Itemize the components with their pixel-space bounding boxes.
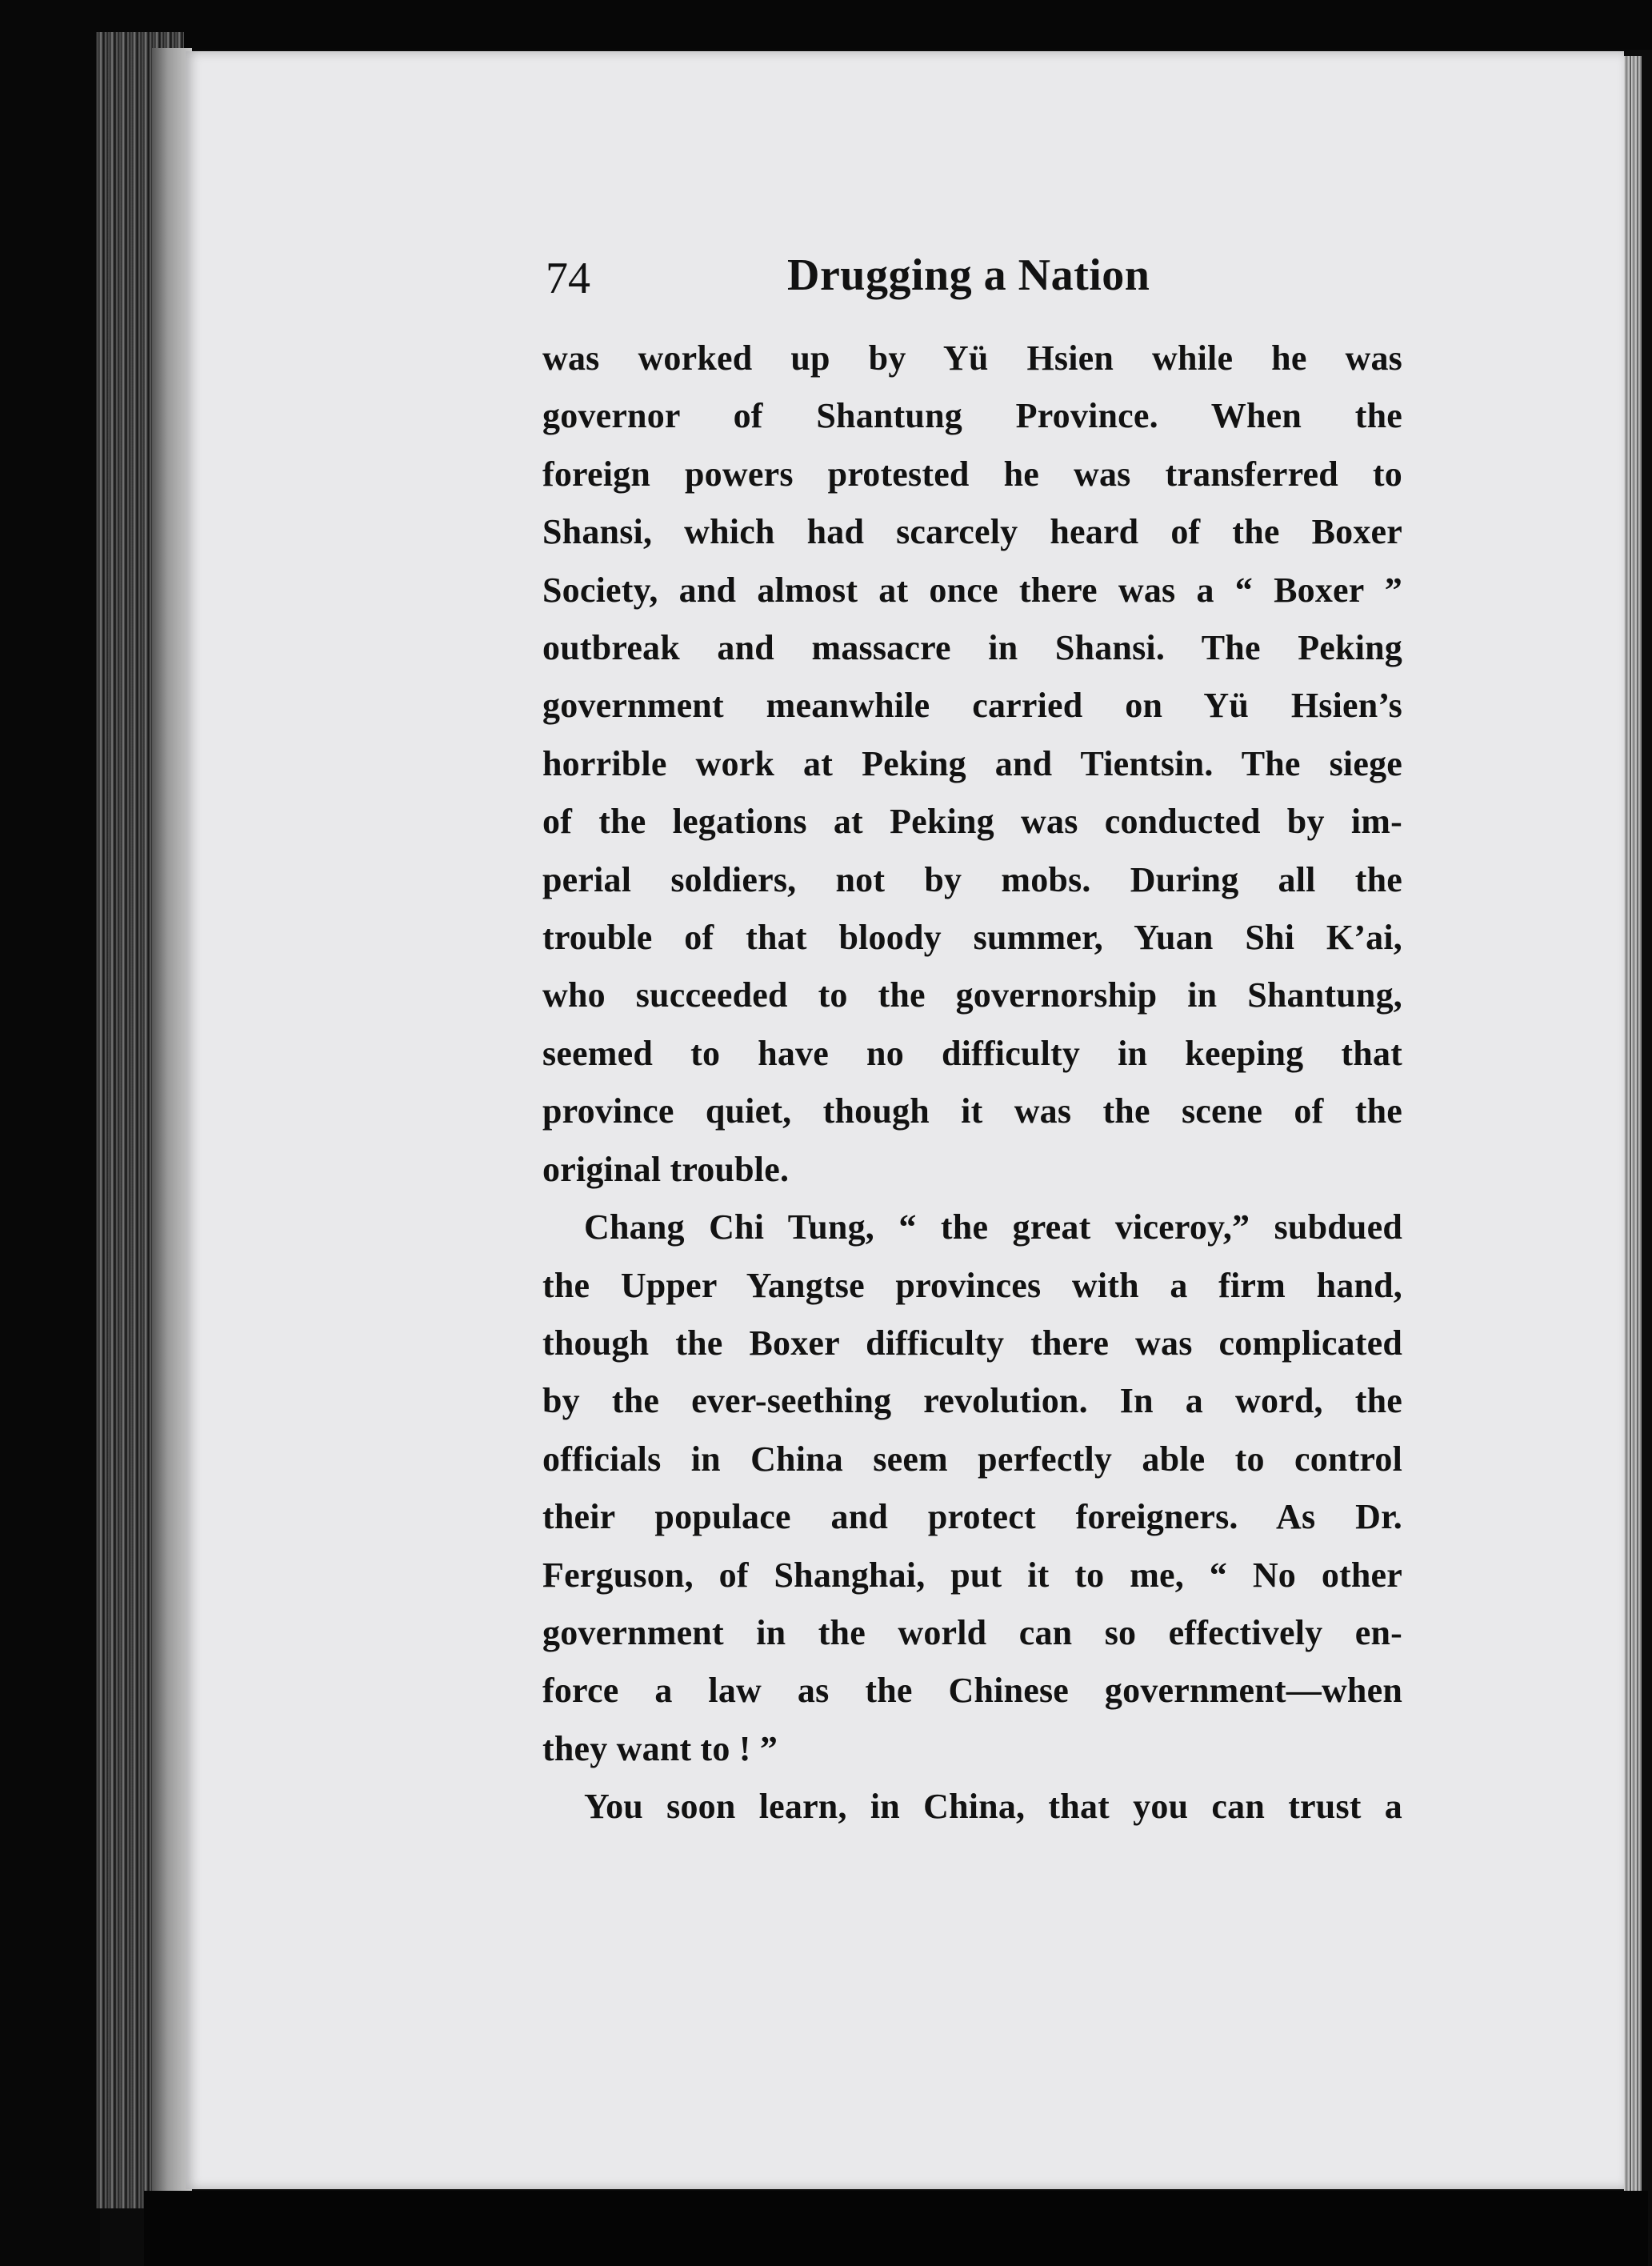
text-line: seemed to have no difficulty in keeping that (542, 1033, 1402, 1073)
text-line: government in the world can so effectively en- (542, 1612, 1402, 1652)
scanner-bottom-margin (144, 2191, 1648, 2266)
text-line: Shansi, which had scarcely heard of the Boxer (542, 512, 1402, 552)
page-text-block (542, 240, 1402, 1836)
text-line: officials in China seem perfectly able to control (542, 1439, 1402, 1479)
text-line: perial soldiers, not by mobs. During all the (542, 859, 1402, 899)
text-line: province quiet, though it was the scene of the (542, 1091, 1402, 1131)
paragraph-2 (542, 1199, 1402, 1778)
text-line: horrible work at Peking and Tientsin. The siege (542, 743, 1402, 783)
text-line: government meanwhile carried on Yü Hsien’s (542, 686, 1402, 726)
paragraph-3 (542, 1778, 1402, 1836)
paragraph-1 (542, 330, 1402, 1199)
text-line: governor of Shantung Province. When the (542, 396, 1402, 436)
scanner-left-margin (0, 0, 100, 2266)
text-line: original trouble. (542, 1149, 790, 1189)
text-line: their populace and protect foreigners. As Dr. (542, 1497, 1402, 1537)
text-line: outbreak and massacre in Shansi. The Peking (542, 628, 1402, 668)
text-line: You soon learn, in China, that you can trust a (584, 1787, 1402, 1827)
page-header (542, 240, 1402, 330)
text-line: though the Boxer difficulty there was complicated (542, 1323, 1402, 1363)
text-line: Chang Chi Tung, “ the great viceroy,” subdued (584, 1207, 1402, 1247)
text-line: Society, and almost at once there was a “ Boxer ” (542, 570, 1402, 610)
scanner-top-margin (0, 0, 1652, 50)
text-line: they want to ! ” (542, 1728, 778, 1768)
text-line: Ferguson, of Shanghai, put it to me, “ No other (542, 1555, 1402, 1595)
text-line: who succeeded to the governorship in Shantung, (542, 975, 1402, 1015)
text-line: foreign powers protested he was transferred to (542, 454, 1402, 494)
text-line: the Upper Yangtse provinces with a firm hand, (542, 1265, 1402, 1305)
text-line: of the legations at Peking was conducted by im- (542, 802, 1402, 842)
text-line: was worked up by Yü Hsien while he was (542, 338, 1402, 378)
running-title: Drugging a Nation (787, 250, 1150, 300)
page-number: 74 (546, 254, 590, 303)
page-right-edge (1624, 56, 1642, 2192)
text-line: force a law as the Chinese government—when (542, 1671, 1402, 1711)
text-line: trouble of that bloody summer, Yuan Shi K’ai, (542, 918, 1402, 958)
text-line: by the ever-seething revolution. In a word, the (542, 1381, 1402, 1421)
